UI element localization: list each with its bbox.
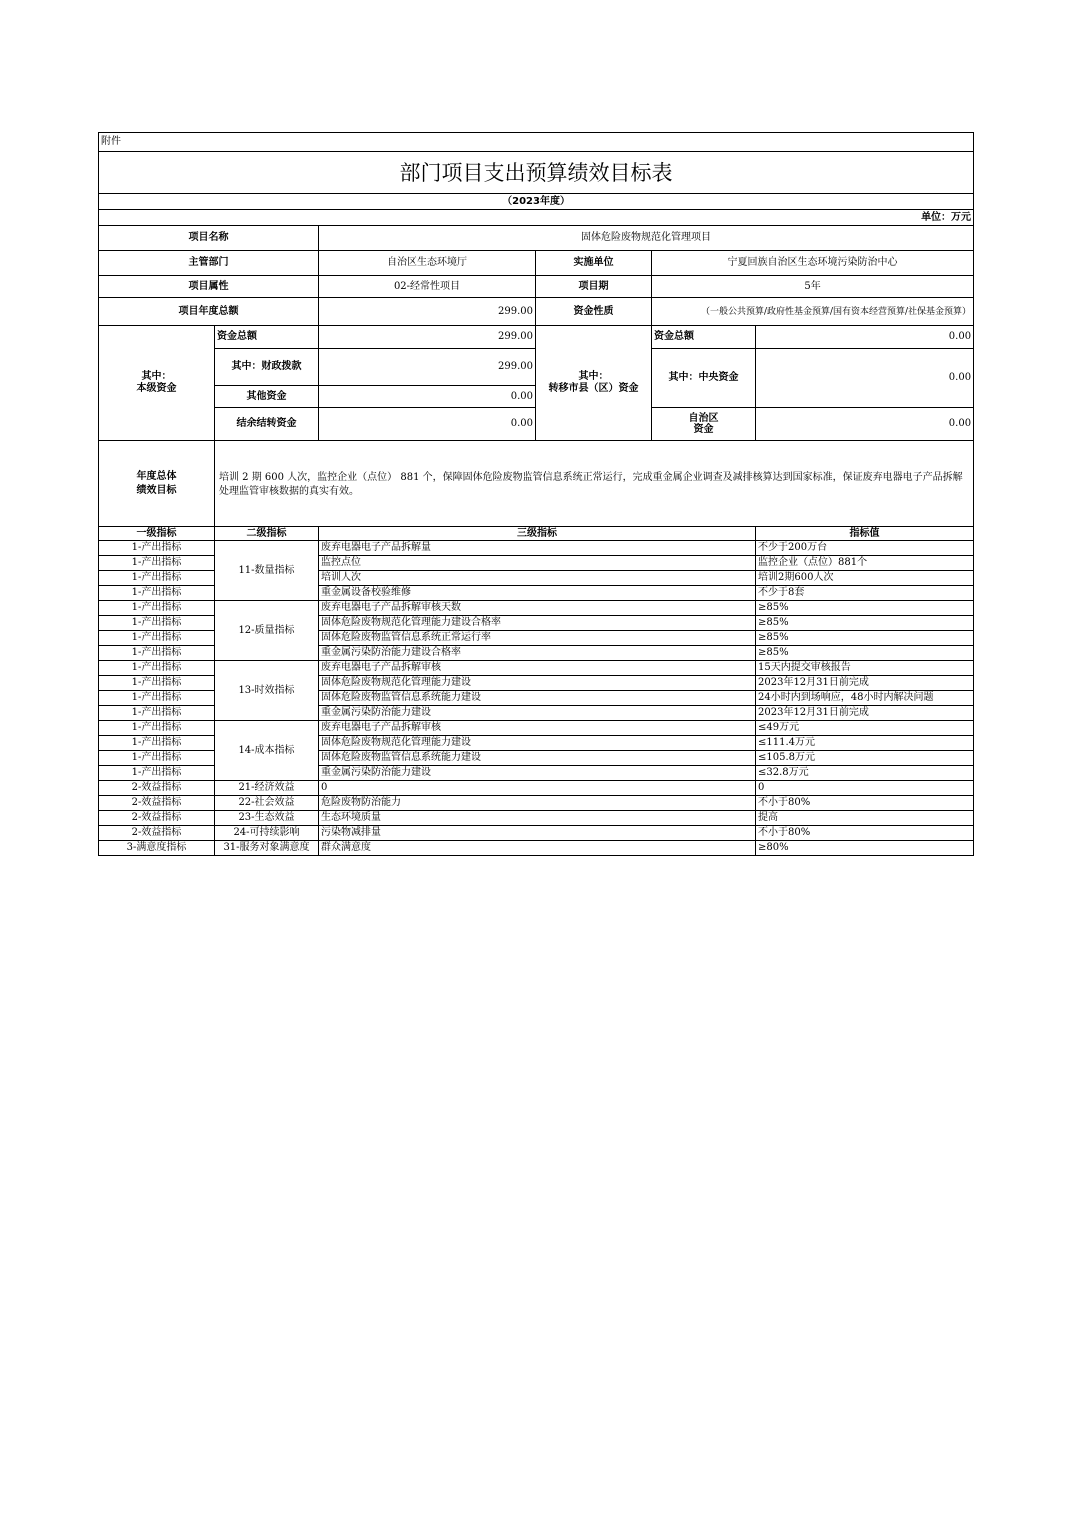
level1-cell: 1-产出指标	[99, 706, 215, 721]
dept-label: 主管部门	[99, 251, 319, 276]
level3-cell: 群众满意度	[319, 841, 756, 856]
table-row	[99, 541, 974, 556]
indicator-value-cell: 提高	[756, 811, 974, 826]
level1-cell: 1-产出指标	[99, 736, 215, 751]
year-label: （2023年度）	[99, 194, 974, 210]
level1-cell: 1-产出指标	[99, 616, 215, 631]
indicator-value-cell: 不少于200万台	[756, 541, 974, 556]
carry-value: 0.00	[319, 408, 536, 441]
level3-cell: 危险废物防治能力	[319, 796, 756, 811]
period-value: 5年	[652, 276, 974, 298]
level1-cell: 1-产出指标	[99, 586, 215, 601]
indicator-value-cell: 0	[756, 781, 974, 796]
level3-cell: 废弃电器电子产品拆解审核	[319, 661, 756, 676]
page-title: 部门项目支出预算绩效目标表	[99, 152, 974, 194]
level3-cell: 废弃电器电子产品拆解审核	[319, 721, 756, 736]
level2-cell: 24-可持续影响	[215, 826, 319, 841]
period-label: 项目期	[536, 276, 652, 298]
level2-cell: 11-数量指标	[215, 541, 319, 601]
local-funds-label: 其中： 本级资金	[99, 326, 215, 441]
level3-cell: 固体危险废物监管信息系统正常运行率	[319, 631, 756, 646]
indicator-value-cell: ≤105.8万元	[756, 751, 974, 766]
level1-cell: 2-效益指标	[99, 811, 215, 826]
level1-cell: 1-产出指标	[99, 661, 215, 676]
level1-cell: 2-效益指标	[99, 781, 215, 796]
level2-cell: 13-时效指标	[215, 661, 319, 721]
indicator-value-cell: ≥85%	[756, 616, 974, 631]
indicator-value-cell: ≥85%	[756, 646, 974, 661]
table-row	[99, 811, 974, 826]
level2-cell: 23-生态效益	[215, 811, 319, 826]
indicator-value-cell: 不小于80%	[756, 796, 974, 811]
level3-cell: 0	[319, 781, 756, 796]
level3-cell: 废弃电器电子产品拆解量	[319, 541, 756, 556]
header-level1: 一级指标	[99, 527, 215, 541]
level3-cell: 监控点位	[319, 556, 756, 571]
level3-cell: 废弃电器电子产品拆解审核天数	[319, 601, 756, 616]
indicator-value-cell: ≥80%	[756, 841, 974, 856]
goal-text: 培训 2 期 600 人次，监控企业（点位） 881 个，保障固体危险废物监管信息系统正常运行，完成重金属企业调查及减排核算达到国家标准，保证废弃电器电子产品拆解处理监管审核数据的真实有效。	[215, 441, 974, 527]
level3-cell: 重金属污染防治能力建设	[319, 706, 756, 721]
level1-cell: 1-产出指标	[99, 676, 215, 691]
nature-label: 资金性质	[536, 298, 652, 326]
goal-label: 年度总体 绩效目标	[99, 441, 215, 527]
level3-cell: 固体危险废物监管信息系统能力建设	[319, 751, 756, 766]
total-label: 项目年度总额	[99, 298, 319, 326]
level1-cell: 1-产出指标	[99, 601, 215, 616]
header-value: 指标值	[756, 527, 974, 541]
indicator-value-cell: 2023年12月31日前完成	[756, 706, 974, 721]
level1-cell: 1-产出指标	[99, 556, 215, 571]
fund-total-value: 299.00	[319, 326, 536, 349]
table-row	[99, 826, 974, 841]
fiscal-value: 299.00	[319, 349, 536, 386]
level3-cell: 污染物减排量	[319, 826, 756, 841]
indicator-value-cell: ≥85%	[756, 601, 974, 616]
central-value: 0.00	[756, 349, 974, 408]
fund-total-label: 资金总额	[215, 326, 319, 349]
table-row	[99, 781, 974, 796]
project-name-value: 固体危险废物规范化管理项目	[319, 226, 974, 251]
table-row	[99, 721, 974, 736]
carry-label: 结余结转资金	[215, 408, 319, 441]
indicator-value-cell: 监控企业（点位）881个	[756, 556, 974, 571]
level3-cell: 重金属污染防治能力建设合格率	[319, 646, 756, 661]
table-row	[99, 796, 974, 811]
level1-cell: 1-产出指标	[99, 631, 215, 646]
level1-cell: 1-产出指标	[99, 766, 215, 781]
other-funds-label: 其他资金	[215, 386, 319, 408]
indicator-value-cell: ≤32.8万元	[756, 766, 974, 781]
indicator-value-cell: 15天内提交审核报告	[756, 661, 974, 676]
level3-cell: 培训人次	[319, 571, 756, 586]
central-label: 其中：中央资金	[652, 349, 756, 408]
table-row	[99, 661, 974, 676]
level1-cell: 3-满意度指标	[99, 841, 215, 856]
level1-cell: 2-效益指标	[99, 796, 215, 811]
level3-cell: 固体危险废物规范化管理能力建设	[319, 736, 756, 751]
indicator-value-cell: 培训2期600人次	[756, 571, 974, 586]
level1-cell: 2-效益指标	[99, 826, 215, 841]
level3-cell: 固体危险废物规范化管理能力建设合格率	[319, 616, 756, 631]
indicator-value-cell: ≤111.4万元	[756, 736, 974, 751]
other-funds-value: 0.00	[319, 386, 536, 408]
unit-label: 单位：万元	[99, 210, 974, 226]
level2-cell: 22-社会效益	[215, 796, 319, 811]
impl-value: 宁夏回族自治区生态环境污染防治中心	[652, 251, 974, 276]
total-value: 299.00	[319, 298, 536, 326]
level3-cell: 固体危险废物规范化管理能力建设	[319, 676, 756, 691]
level3-cell: 重金属设备校验维修	[319, 586, 756, 601]
indicator-value-cell: ≤49万元	[756, 721, 974, 736]
indicator-value-cell: 不小于80%	[756, 826, 974, 841]
level2-cell: 14-成本指标	[215, 721, 319, 781]
transfer-funds-label: 其中： 转移市县（区）资金	[536, 326, 652, 441]
fiscal-label: 其中：财政拨款	[215, 349, 319, 386]
level1-cell: 1-产出指标	[99, 751, 215, 766]
indicator-value-cell: ≥85%	[756, 631, 974, 646]
level3-cell: 生态环境质量	[319, 811, 756, 826]
table-row	[99, 601, 974, 616]
level1-cell: 1-产出指标	[99, 691, 215, 706]
level2-cell: 12-质量指标	[215, 601, 319, 661]
dept-value: 自治区生态环境厅	[319, 251, 536, 276]
attachment-label: 附件	[99, 133, 974, 152]
region-funds-value: 0.00	[756, 408, 974, 441]
nature-value: （一般公共预算/政府性基金预算/国有资本经营预算/社保基金预算）	[652, 298, 974, 326]
level1-cell: 1-产出指标	[99, 646, 215, 661]
project-name-label: 项目名称	[99, 226, 319, 251]
level3-cell: 重金属污染防治能力建设	[319, 766, 756, 781]
level1-cell: 1-产出指标	[99, 571, 215, 586]
impl-label: 实施单位	[536, 251, 652, 276]
indicator-value-cell: 2023年12月31日前完成	[756, 676, 974, 691]
indicator-value-cell: 不少于8套	[756, 586, 974, 601]
attr-label: 项目属性	[99, 276, 319, 298]
attr-value: 02-经常性项目	[319, 276, 536, 298]
transfer-total-value: 0.00	[756, 326, 974, 349]
transfer-total-label: 资金总额	[652, 326, 756, 349]
header-level3: 三级指标	[319, 527, 756, 541]
level2-cell: 31-服务对象满意度	[215, 841, 319, 856]
table-row	[99, 841, 974, 856]
level1-cell: 1-产出指标	[99, 721, 215, 736]
indicator-value-cell: 24小时内到场响应，48小时内解决问题	[756, 691, 974, 706]
region-funds-label: 自治区 资金	[652, 408, 756, 441]
performance-target-table	[98, 132, 974, 856]
level2-cell: 21-经济效益	[215, 781, 319, 796]
header-level2: 二级指标	[215, 527, 319, 541]
level3-cell: 固体危险废物监管信息系统能力建设	[319, 691, 756, 706]
level1-cell: 1-产出指标	[99, 541, 215, 556]
